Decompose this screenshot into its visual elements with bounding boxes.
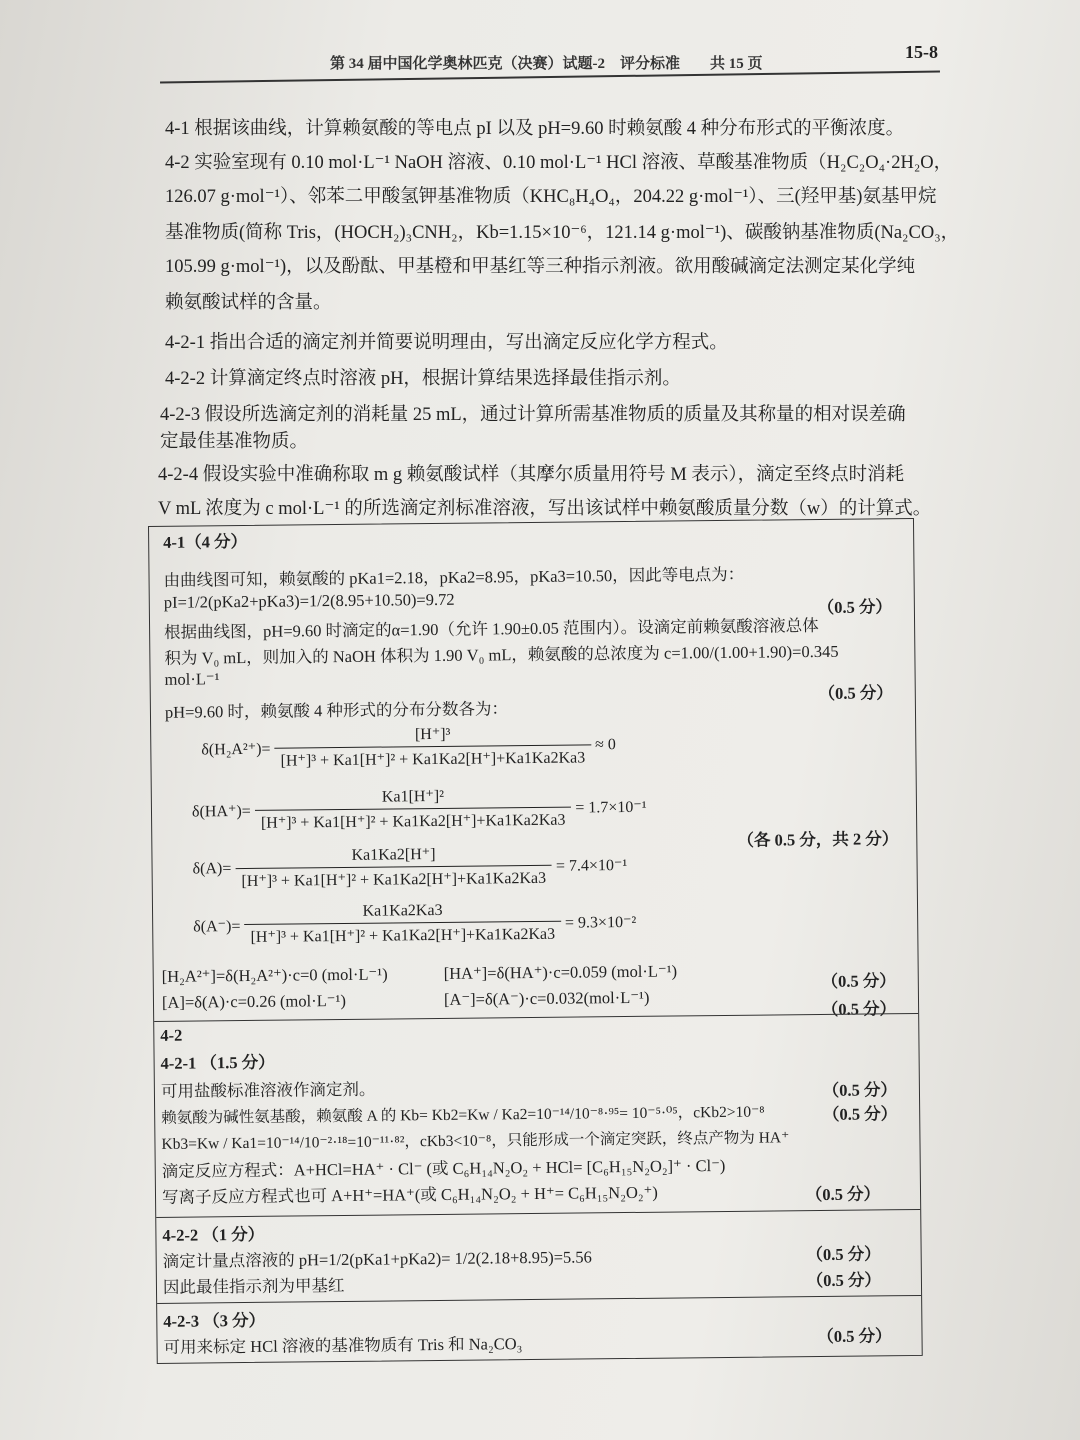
fraction-result: = 1.7×10⁻¹ bbox=[575, 798, 647, 817]
score: （0.5 分） bbox=[817, 597, 892, 617]
fraction-result: = 7.4×10⁻¹ bbox=[555, 856, 628, 875]
concentration: [A]=δ(A)·c=0.26 (mol·L⁻¹) bbox=[161, 990, 346, 1012]
concentration: [HA⁺]=δ(HA⁺)·c=0.059 (mol·L⁻¹) bbox=[443, 961, 678, 983]
fraction-result: = 9.3×10⁻² bbox=[564, 913, 637, 932]
answer-line: 根据曲线图，pH=9.60 时滴定的α=1.90（允许 1.90±0.05 范围内）。设滴定前赖氨酸溶液总体 bbox=[164, 615, 819, 642]
score: （0.5 分） bbox=[821, 971, 896, 991]
score: （各 0.5 分，共 2 分） bbox=[737, 829, 899, 850]
fraction-lhs: δ(HA⁺)= bbox=[191, 802, 251, 821]
question-4-2-3: 4-2-3 假设所选滴定剂的消耗量 25 mL，通过计算所需基准物质的质量及其称量的相对误差确 bbox=[160, 405, 906, 425]
score: （0.5 分） bbox=[817, 1326, 892, 1347]
score: （0.5 分） bbox=[806, 1244, 881, 1265]
answer-box bbox=[148, 518, 923, 1364]
answer-line: 滴定反应方程式：A+HCl=HA⁺ · Cl⁻ (或 C₆H₁₄N₂O₂ + HCl= [C₆H₁₅N₂O₂]⁺ · Cl⁻) bbox=[161, 1155, 726, 1181]
answer-line: 写离子反应方程式也可 A+H⁺=HA⁺(或 C₆H₁₄N₂O₂ + H⁺= C₆H₁₅N₂O₂⁺) bbox=[161, 1182, 658, 1207]
question-line: 105.99 g·mol⁻¹)，以及酚酞、甲基橙和甲基红等三种指示剂液。欲用酸碱滴定法测定某化学纯 bbox=[165, 257, 916, 277]
denominator: [H⁺]³ + Ka1[H⁺]² + Ka1Ka2[H⁺]+Ka1Ka2Ka3 bbox=[244, 921, 561, 947]
question-4-2-4: 4-2-4 假设实验中准确称取 m g 赖氨酸试样（其摩尔质量用符号 M 表示），滴定至终点时消耗 bbox=[158, 465, 905, 485]
subsection-title: 4-2-1 （1.5 分） bbox=[160, 1052, 275, 1073]
question-line: 基准物质(简称 Tris，(HOCH₂)₃CNH₂，Kb=1.15×10⁻⁶，121.14 g·mol⁻¹)、碳酸钠基准物质(Na₂CO₃， bbox=[165, 223, 960, 243]
score: （0.5 分） bbox=[821, 999, 897, 1019]
answer-line: 可用盐酸标准溶液作滴定剂。 bbox=[160, 1079, 376, 1101]
question-4-2-2: 4-2-2 计算滴定终点时溶液 pH，根据计算结果选择最佳指示剂。 bbox=[165, 369, 681, 389]
fraction-a-minus bbox=[193, 900, 637, 948]
fraction-ha bbox=[192, 784, 647, 834]
score: （0.5 分） bbox=[822, 1104, 898, 1124]
section-title: 4-1（4 分） bbox=[163, 531, 248, 552]
fraction-h2a bbox=[201, 722, 616, 771]
fraction-result: ≈ 0 bbox=[594, 735, 616, 753]
score: （0.5 分） bbox=[806, 1270, 882, 1291]
answer-line: Kb3=Kw / Ka1=10⁻¹⁴/10⁻²·¹⁸=10⁻¹¹·⁸²，cKb3<10⁻⁸，只能形成一个滴定突跃，终点产物为 HA⁺ bbox=[161, 1129, 790, 1153]
numerator: Ka1Ka2Ka3 bbox=[362, 901, 443, 920]
question-4-2: 4-2 实验室现有 0.10 mol·L⁻¹ NaOH 溶液、0.10 mol·L⁻¹ HCl 溶液、草酸基准物质（H₂C₂O₄·2H₂O， bbox=[165, 153, 953, 173]
question-4-2-1: 4-2-1 指出合适的滴定剂并简要说明理由，写出滴定反应化学方程式。 bbox=[165, 333, 728, 353]
score: （0.5 分） bbox=[822, 1080, 898, 1100]
numerator: Ka1Ka2[H⁺] bbox=[351, 846, 436, 864]
question-line: 赖氨酸试样的含量。 bbox=[165, 293, 332, 313]
running-header: 第 34 届中国化学奥林匹克（决赛）试题-2 评分标准 共 15 页 bbox=[330, 56, 763, 72]
fraction-lhs: δ(A)= bbox=[192, 859, 232, 878]
denominator: [H⁺]³ + Ka1[H⁺]² + Ka1Ka2[H⁺]+Ka1Ka2Ka3 bbox=[274, 744, 591, 770]
denominator: [H⁺]³ + Ka1[H⁺]² + Ka1Ka2[H⁺]+Ka1Ka2Ka3 bbox=[255, 807, 572, 833]
answer-line: 由曲线图可知，赖氨酸的 pKa1=2.18，pKa2=8.95，pKa3=10.50，因此等电点为： bbox=[163, 564, 745, 590]
section-4-2-1 bbox=[154, 1013, 920, 1212]
score: （0.5 分） bbox=[818, 683, 893, 703]
question-line: 定最佳基准物质。 bbox=[160, 432, 309, 452]
section-4-2-3 bbox=[157, 1295, 922, 1364]
answer-line: 滴定计量点溶液的 pH=1/2(pKa1+pKa2)= 1/2(2.18+8.95)=5.56 bbox=[162, 1247, 592, 1271]
fraction-lhs: δ(A⁻)= bbox=[193, 917, 241, 936]
numerator: [H⁺]³ bbox=[414, 725, 451, 744]
question-4-1: 4-1 根据该曲线，计算赖氨酸的等电点 pI 以及 pH=9.60 时赖氨酸 4 种分布形式的平衡浓度。 bbox=[165, 119, 905, 139]
answer-line: 积为 V₀ mL，则加入的 NaOH 体积为 1.90 V₀ mL，赖氨酸的总浓度为 c=1.00/(1.00+1.90)=0.345 bbox=[164, 641, 839, 668]
concentration: [A⁻]=δ(A⁻)·c=0.032(mol·L⁻¹) bbox=[443, 987, 650, 1009]
answer-line: 赖氨酸为碱性氨基酸，赖氨酸 A 的 Kb= Kb2=Kw / Ka2=10⁻¹⁴/10⁻⁸·⁹⁵= 10⁻⁵·⁰⁵，cKb2>10⁻⁸ bbox=[161, 1103, 765, 1127]
section-4-2-2 bbox=[156, 1209, 921, 1303]
answer-line: 可用来标定 HCl 溶液的基准物质有 Tris 和 Na₂CO₃ bbox=[163, 1334, 523, 1357]
question-line: V mL 浓度为 c mol·L⁻¹ 的所选滴定剂标准溶液，写出该试样中赖氨酸质量分数（w）的计算式。 bbox=[158, 499, 932, 519]
fraction-a bbox=[192, 842, 627, 892]
fraction-lhs: δ(H₂A²⁺)= bbox=[201, 740, 271, 758]
denominator: [H⁺]³ + Ka1[H⁺]² + Ka1Ka2[H⁺]+Ka1Ka2Ka3 bbox=[235, 865, 552, 891]
answer-line: pH=9.60 时，赖氨酸 4 种形式的分布分数各为： bbox=[164, 699, 509, 722]
concentration: [H₂A²⁺]=δ(H₂A²⁺)·c=0 (mol·L⁻¹) bbox=[161, 964, 388, 986]
answer-line: pI=1/2(pKa2+pKa3)=1/2(8.95+10.50)=9.72 bbox=[163, 589, 455, 612]
section-title: 4-2 bbox=[160, 1025, 183, 1045]
question-line: 126.07 g·mol⁻¹）、邻苯二甲酸氢钾基准物质（KHC₈H₄O₄，204.22 g·mol⁻¹）、三(羟甲基)氨基甲烷 bbox=[165, 187, 937, 207]
page-number: 15-8 bbox=[905, 42, 938, 62]
answer-line: mol·L⁻¹ bbox=[164, 669, 220, 689]
section-title: 4-2-3 （3 分） bbox=[163, 1310, 266, 1331]
score: （0.5 分） bbox=[805, 1184, 881, 1205]
section-title: 4-2-2 （1 分） bbox=[162, 1224, 265, 1245]
numerator: Ka1[H⁺]² bbox=[381, 787, 445, 806]
answer-line: 因此最佳指示剂为甲基红 bbox=[162, 1275, 345, 1297]
